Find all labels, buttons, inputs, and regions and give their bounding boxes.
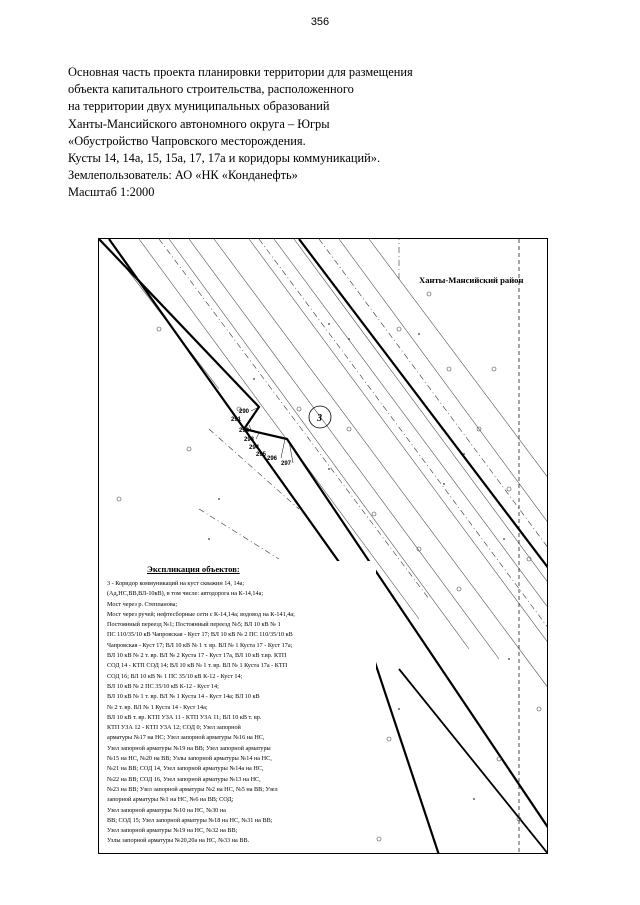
legend-line: арматуры №17 на НС; Узел запорной арматуры №16 на НС, [107,734,265,742]
header-line: «Обустройство Чапровского месторождения. [68,133,306,148]
legend-line: №21 на ВВ; СОД 14, Узел запорной арматуры №14а на НС, [107,765,264,773]
legend-line: №22 на ВВ; СОД 16, Узел запорной арматуры №13 на НС, [107,775,261,783]
point-label: 294 [249,445,260,451]
legend-line: ВЛ 10 кВ № 2 т. вр. ВЛ № 2 Куста 17 - Куст 17а, ВЛ 10 кВ т.вр. КТП [107,652,287,660]
object-number: 3 [317,413,322,424]
legend-line: (Ад,НС,ВВ,ВЛ-10кВ), в том числе: автодорога на К-14,14а; [107,590,264,598]
legend-line: Узел запорной арматуры №19 на НС, №32 на ВВ; [107,827,238,835]
legend-title: Экспликация объектов: [147,564,240,574]
header-line: Кусты 14, 14а, 15, 15а, 17, 17а и коридоры коммуникаций». [68,151,381,166]
point-label: 296 [267,456,278,462]
legend-line: ВЛ 10 кВ № 2 ПС 35/10 кВ К-12 - Куст 14; [107,682,219,690]
header-line: на территории двух муниципальных образований [68,99,330,114]
header-line: объекта капитального строительства, расположенного [68,82,354,97]
header-line: Основная часть проекта планировки территории для размещения [68,65,413,79]
legend-line: Узлы запорной арматуры №20,20а на НС, №33 на ВВ. [107,837,250,845]
map-frame [98,238,548,854]
legend-line: Мост через ручей; нефтесборные сети с К-14,14а; водовод на К-141,4а; [107,610,295,618]
legend-line: Мост через р. Степпанова; [107,600,178,608]
point-label: 291 [231,417,242,423]
legend-line: ВЛ 10 кВ т. вр. КТП УЗА 11 - КТП УЗА 11; ВЛ 10 кВ т. вр. [107,713,262,721]
legend-line: КТП УЗА 12 - КТП УЗА 12; СОД 0; Узел запорной [107,724,241,732]
legend-line: №23 на ВВ; Узел запорной арматуры №2 на НС, №5 на ВВ; Узел [107,785,278,793]
point-label: 295 [256,452,267,458]
header-line: Землепользователь: АО «НК «Конданефть» [68,168,298,183]
header-line: Масштаб 1:2000 [68,185,155,200]
legend-line: №15 на НС, №20 на ВВ; Узлы запорной арматуры №14 на НС, [107,755,272,763]
point-label: 293 [244,437,255,443]
legend-line: ПС 110/35/10 кВ Чапровская - Куст 17; ВЛ 10 кВ № 2 ПС 110/35/10 кВ [107,631,293,639]
legend-line: 3 - Коридор коммуникаций на куст скважин 14, 14а; [107,580,245,587]
legend-line: ВЛ 10 кВ № 1 т. вр. ВЛ № 1 Куста 14 - Куст 14а; ВЛ 10 кВ [107,693,260,701]
legend-line: № 2 т. вр. ВЛ № 1 Куста 14 - Куст 14а; [107,703,208,711]
header-line: Ханты-Мансийского автономного округа – Югры [68,116,330,131]
point-label: 292 [239,428,250,434]
legend-line: Чапровская - Куст 17; ВЛ 10 кВ № 1 т. вр. ВЛ № 1 Куста 17 - Куст 17а; [107,641,293,649]
legend-line: Узел запорной арматуры №19 на ВВ; Узел запорной арматуры [107,744,271,752]
district-label: Ханты-Мансийский район [419,275,524,285]
legend-line: Узел запорной арматуры №10 на НС, №30 на [107,806,226,814]
legend-line: Постоянный переезд №1; Постоянный переезд №5; ВЛ 10 кВ № 1 [107,621,281,629]
document-header [68,64,588,202]
legend-line: СОД 16; ВЛ 10 кВ № 1 ПС 35/10 кВ К-12 - Куст 14; [107,672,243,680]
legend-body [107,579,357,847]
page-number: 356 [310,16,330,28]
point-label: 297 [281,461,292,467]
point-label: 290 [239,409,250,415]
legend-line: запорной арматуры №1 на НС, №6 на ВВ; СОД; [107,796,234,804]
legend-line: ВВ; СОД 15; Узел запорной арматуры №18 на НС, №31 на ВВ; [107,816,273,824]
legend-line: СОД 14 - КТП СОД 14; ВЛ 10 кВ № 1 т. вр. ВЛ № 1 Куста 17а - КТП [107,662,288,670]
